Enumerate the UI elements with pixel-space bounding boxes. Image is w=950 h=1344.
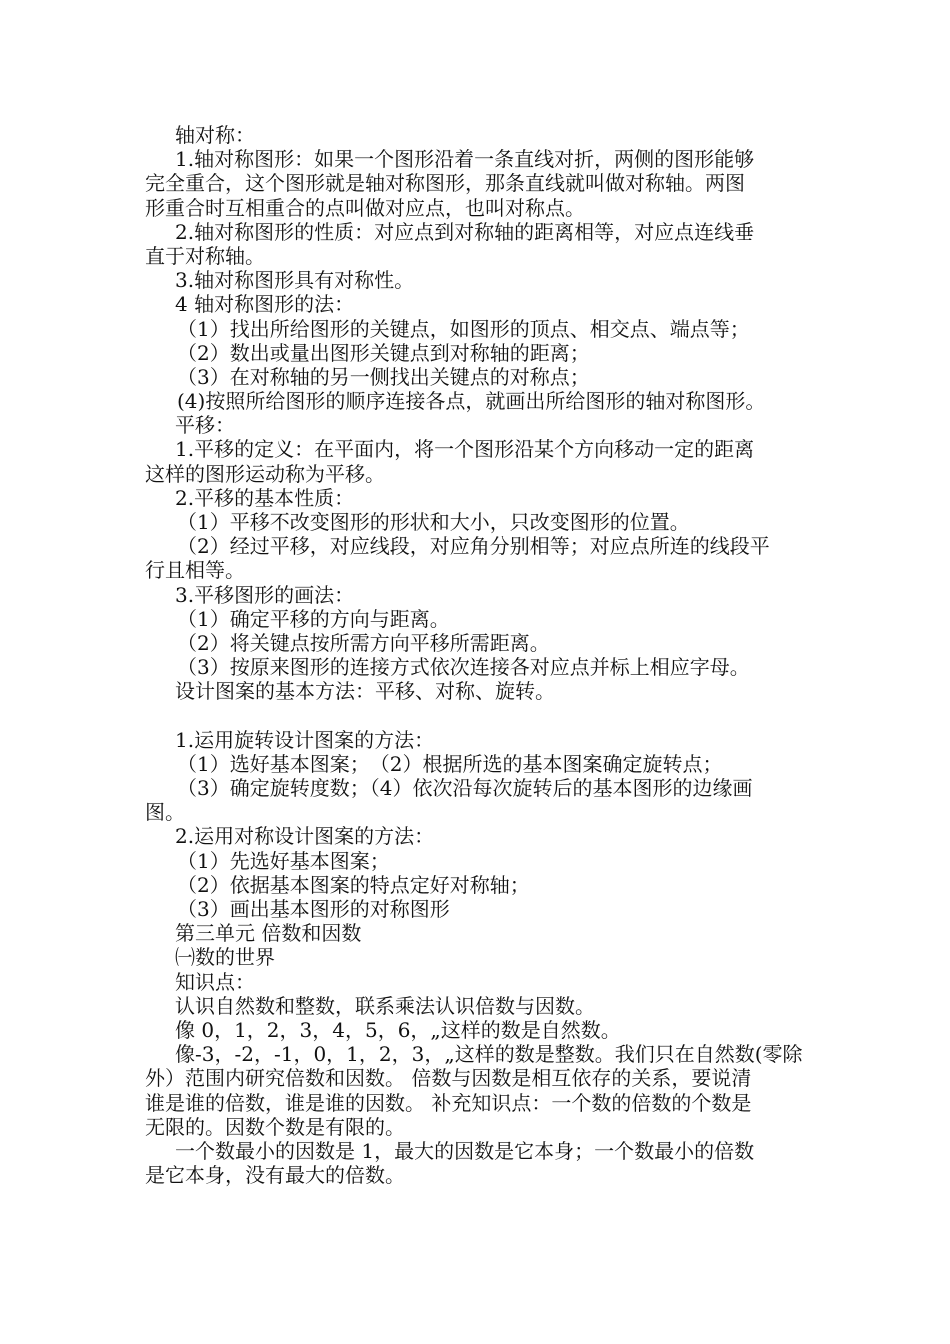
text-line: 1.轴对称图形：如果一个图形沿着一条直线对折，两侧的图形能够 — [175, 147, 755, 172]
text-line: （3）在对称轴的另一侧找出关键点的对称点； — [177, 364, 590, 389]
text-line: （1）确定平移的方向与距离。 — [177, 606, 450, 631]
text-line: 像 0，1，2，3，4，5，6，„这样的数是自然数。 — [175, 1017, 621, 1042]
text-line: （1）找出所给图形的关键点，如图形的顶点、相交点、端点等； — [177, 316, 750, 341]
heading-translation: 平移： — [175, 413, 235, 438]
text-line: (4)按照所给图形的顺序连接各点，就画出所给图形的轴对称图形。 — [177, 389, 766, 414]
text-line: 图。 — [145, 800, 185, 825]
text-line: （2）依据基本图案的特点定好对称轴； — [177, 872, 530, 897]
text-line: 3.轴对称图形具有对称性。 — [175, 268, 415, 293]
text-line: 形重合时互相重合的点叫做对应点，也叫对称点。 — [145, 195, 585, 220]
text-line: （2）数出或量出图形关键点到对称轴的距离； — [177, 340, 590, 365]
text-line: 谁是谁的倍数，谁是谁的因数。 补充知识点：一个数的倍数的个数是 — [145, 1090, 752, 1115]
text-line: 4 轴对称图形的法： — [175, 292, 355, 317]
text-line: 3.平移图形的画法： — [175, 582, 355, 607]
heading-number-world: ㈠数的世界 — [175, 945, 275, 970]
text-line: 是它本身，没有最大的倍数。 — [145, 1163, 405, 1188]
heading-axial-symmetry: 轴对称： — [175, 123, 255, 147]
text-line: 无限的。因数个数是有限的。 — [145, 1114, 405, 1139]
text-line: （3）画出基本图形的对称图形 — [177, 897, 450, 921]
text-line: 1.运用旋转设计图案的方法： — [175, 727, 435, 752]
text-line: （3）确定旋转度数；（4）依次沿每次旋转后的基本图形的边缘画 — [177, 776, 753, 801]
heading-knowledge-points: 知识点： — [175, 969, 255, 994]
text-line: 一个数最小的因数是 1，最大的因数是它本身；一个数最小的倍数 — [175, 1138, 755, 1163]
document-body — [145, 123, 810, 1187]
text-line: 认识自然数和整数，联系乘法认识倍数与因数。 — [175, 993, 595, 1018]
text-line: 这样的图形运动称为平移。 — [145, 461, 385, 486]
heading-unit-three: 第三单元 倍数和因数 — [175, 921, 362, 946]
text-line: 直于对称轴。 — [145, 243, 265, 268]
text-line: 完全重合，这个图形就是轴对称图形，那条直线就叫做对称轴。两图 — [145, 171, 745, 196]
text-line: （1）平移不改变图形的形状和大小，只改变图形的位置。 — [177, 510, 690, 534]
text-line: 行且相等。 — [145, 558, 245, 583]
text-line: 外）范围内研究倍数和因数。 倍数与因数是相互依存的关系，要说清 — [145, 1066, 752, 1091]
blank-line — [145, 704, 810, 728]
text-line: 设计图案的基本方法：平移、对称、旋转。 — [175, 679, 555, 704]
text-line: （2）经过平移，对应线段，对应角分别相等；对应点所连的线段平 — [177, 534, 770, 559]
text-line: 2.轴对称图形的性质：对应点到对称轴的距离相等，对应点连线垂 — [175, 219, 755, 244]
text-line: （1）选好基本图案； （2）根据所选的基本图案确定旋转点； — [177, 751, 723, 776]
text-line: 1.平移的定义：在平面内，将一个图形沿某个方向移动一定的距离 — [175, 437, 755, 462]
text-line: 2.运用对称设计图案的方法： — [175, 824, 435, 849]
text-line: 像-3，-2，-1，0，1，2，3，„这样的数是整数。我们只在自然数(零除 — [175, 1042, 803, 1067]
text-line: （2）将关键点按所需方向平移所需距离。 — [177, 630, 550, 655]
text-line: （3）按原来图形的连接方式依次连接各对应点并标上相应字母。 — [177, 655, 750, 680]
text-line: 2.平移的基本性质： — [175, 485, 355, 510]
text-line: （1）先选好基本图案； — [177, 848, 390, 873]
